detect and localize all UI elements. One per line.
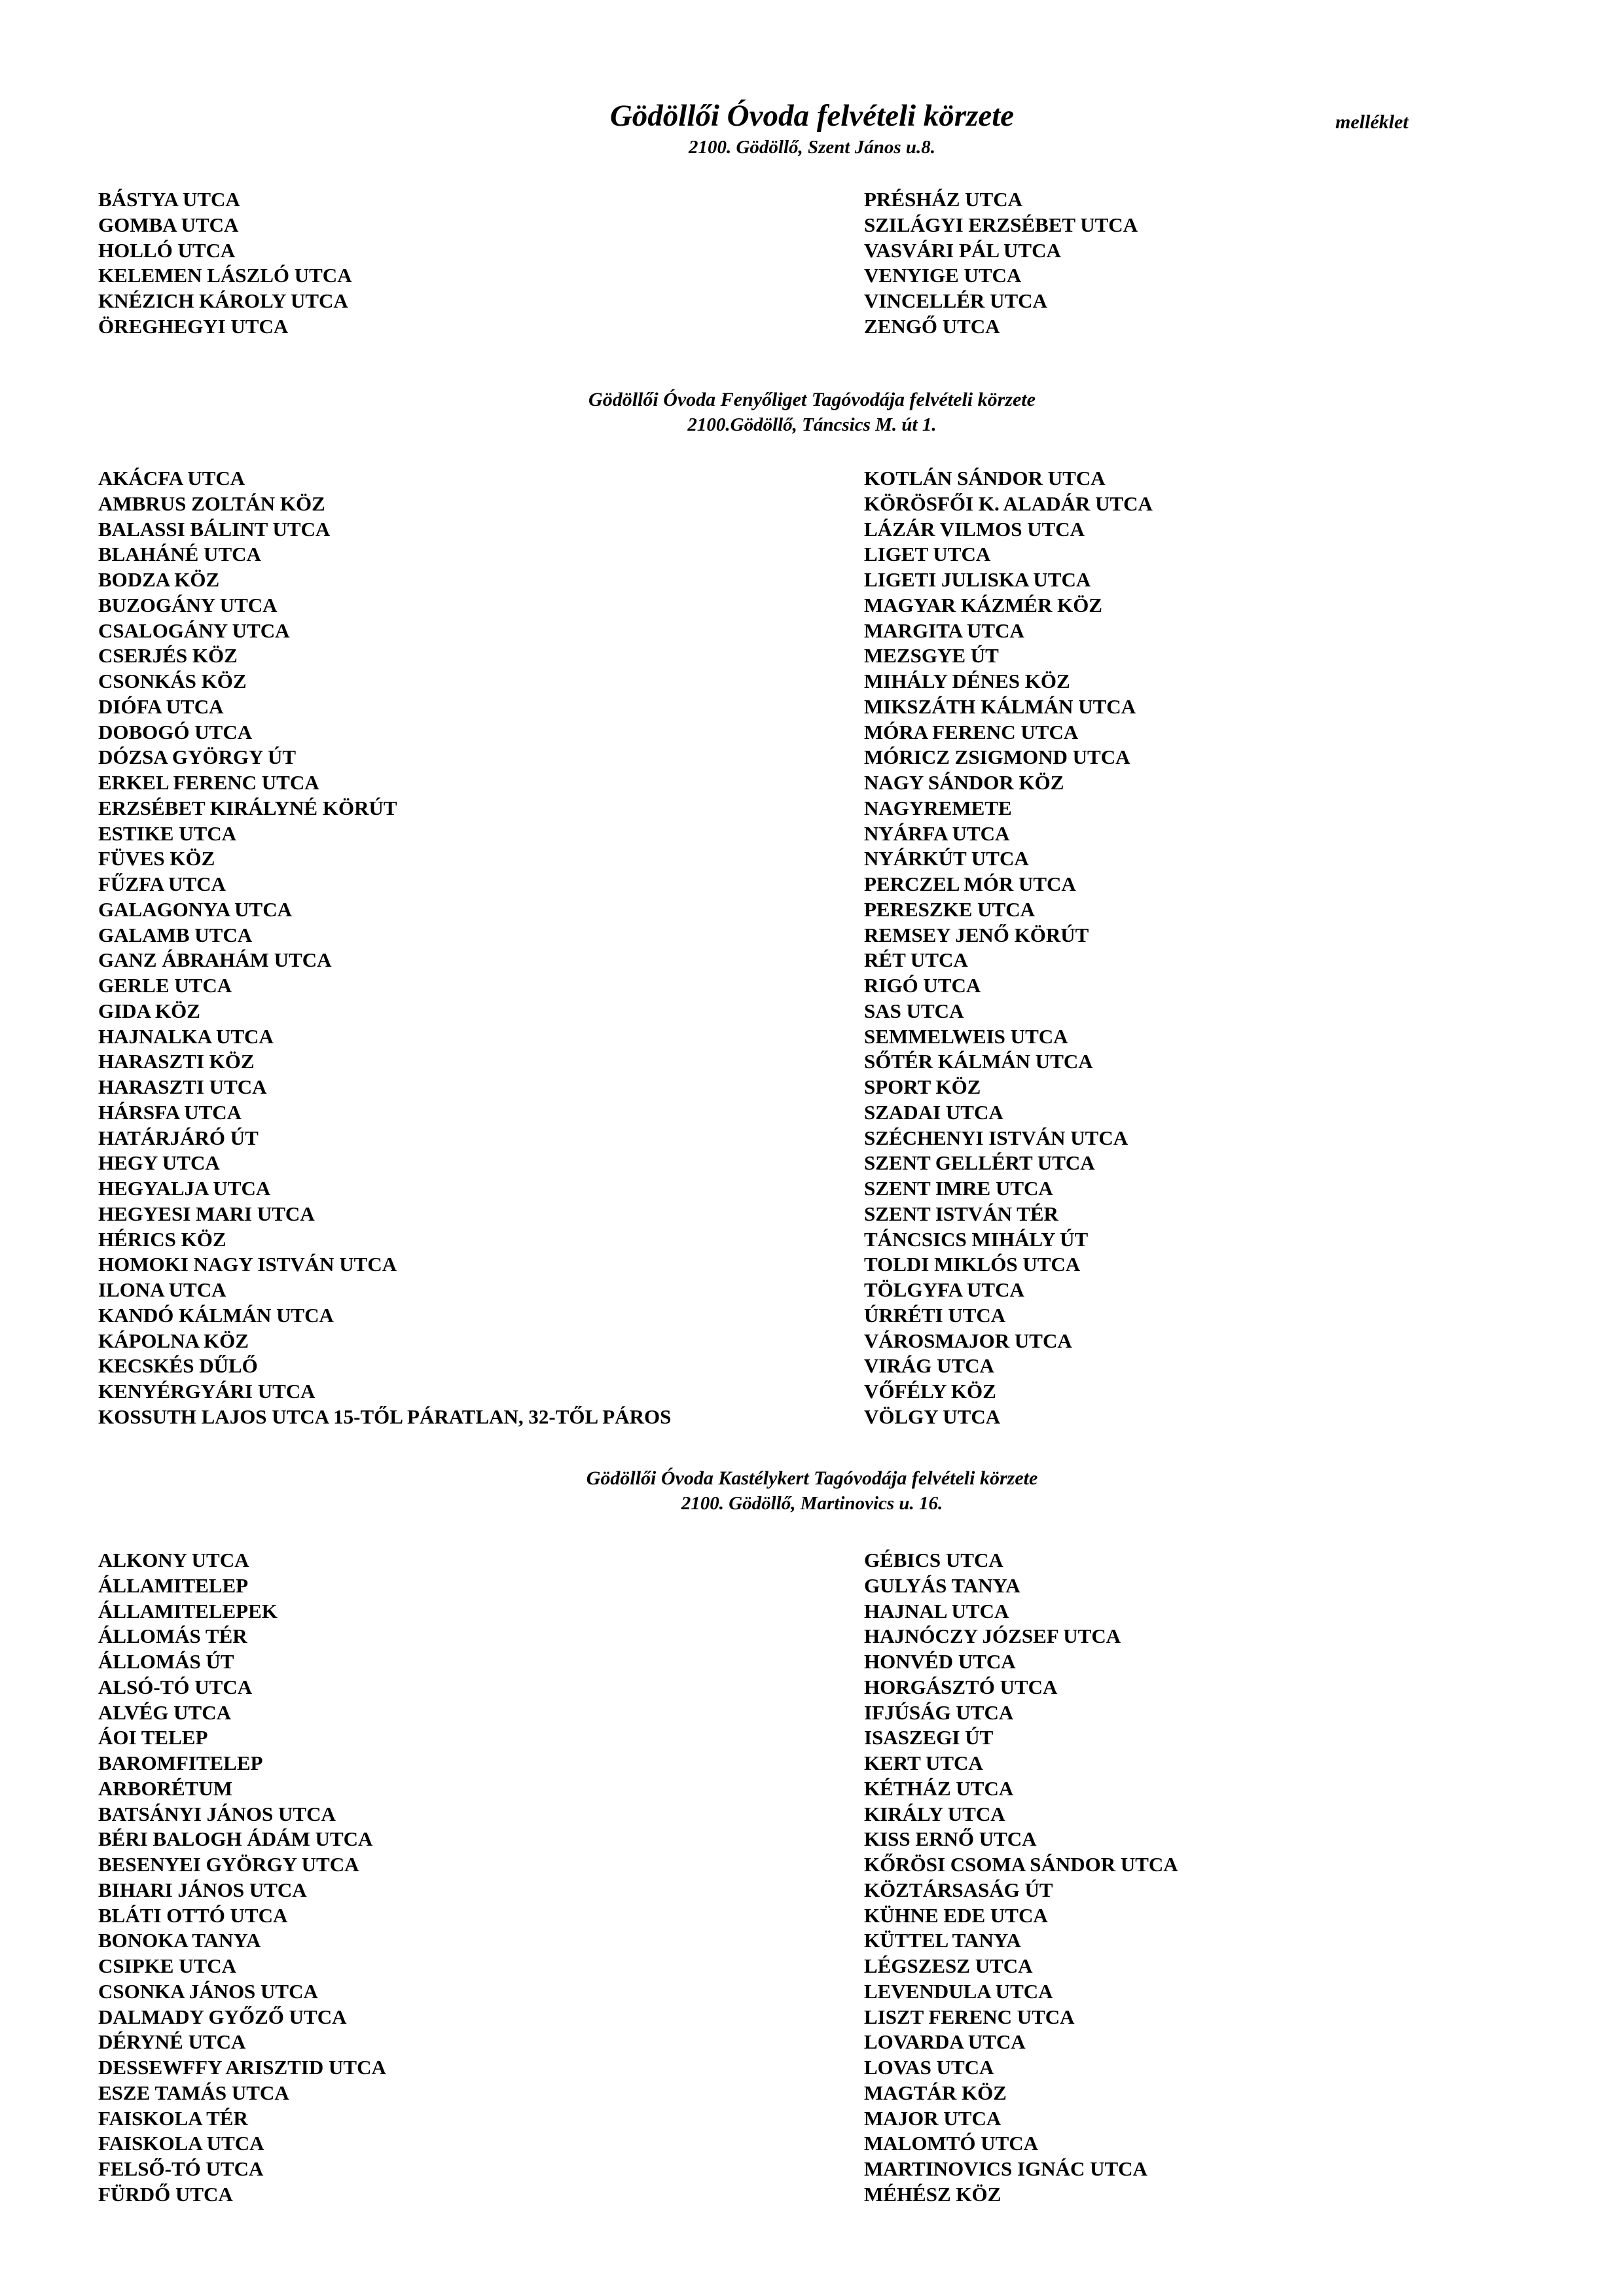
street-name: ISASZEGI ÚT bbox=[864, 1726, 994, 1749]
street-name: BIHARI JÁNOS UTCA bbox=[98, 1878, 307, 1901]
street-name: SZADAI UTCA bbox=[864, 1100, 1003, 1124]
street-name: TOLDI MIKLÓS UTCA bbox=[864, 1253, 1081, 1276]
street-name: FAISKOLA UTCA bbox=[98, 2132, 264, 2155]
street-name: HOLLÓ UTCA bbox=[98, 238, 236, 262]
street-name: SZILÁGYI ERZSÉBET UTCA bbox=[864, 213, 1138, 236]
street-name: MAGTÁR KÖZ bbox=[864, 2081, 1007, 2104]
street-name: GERLE UTCA bbox=[98, 974, 232, 997]
street-name: KNÉZICH KÁROLY UTCA bbox=[98, 289, 348, 312]
street-name: BÁSTYA UTCA bbox=[98, 188, 240, 211]
street-name: RÉT UTCA bbox=[864, 948, 968, 972]
street-name: KELEMEN LÁSZLÓ UTCA bbox=[98, 264, 352, 287]
street-name: KIRÁLY UTCA bbox=[864, 1802, 1005, 1825]
street-name: HEGYESI MARI UTCA bbox=[98, 1202, 315, 1225]
street-name: KOTLÁN SÁNDOR UTCA bbox=[864, 467, 1106, 490]
street-name: MALOMTÓ UTCA bbox=[864, 2132, 1039, 2155]
street-name: KÜTTEL TANYA bbox=[864, 1929, 1021, 1952]
street-name: GANZ ÁBRAHÁM UTCA bbox=[98, 948, 332, 972]
street-name: HAJNALKA UTCA bbox=[98, 1024, 274, 1048]
street-name: GULYÁS TANYA bbox=[864, 1573, 1020, 1597]
street-name: ESTIKE UTCA bbox=[98, 821, 237, 845]
street-name: HOMOKI NAGY ISTVÁN UTCA bbox=[98, 1253, 397, 1276]
street-name: BALASSI BÁLINT UTCA bbox=[98, 517, 331, 541]
street-name: NYÁRKÚT UTCA bbox=[864, 847, 1029, 870]
street-name: BONOKA TANYA bbox=[98, 1929, 261, 1952]
section-heading-fenyoliget bbox=[0, 387, 1624, 437]
street-name: VASVÁRI PÁL UTCA bbox=[864, 238, 1061, 262]
street-name: HÉRICS KÖZ bbox=[98, 1227, 226, 1251]
street-name: VINCELLÉR UTCA bbox=[864, 289, 1047, 312]
street-name: MAGYAR KÁZMÉR KÖZ bbox=[864, 593, 1102, 617]
street-name: ALSÓ-TÓ UTCA bbox=[98, 1675, 253, 1698]
street-name: SZENT ISTVÁN TÉR bbox=[864, 1202, 1058, 1225]
street-name: ÁOI TELEP bbox=[98, 1726, 208, 1749]
street-name: LÁZÁR VILMOS UTCA bbox=[864, 517, 1085, 541]
street-name: HAJNÓCZY JÓZSEF UTCA bbox=[864, 1624, 1121, 1648]
street-name: PRÉSHÁZ UTCA bbox=[864, 188, 1023, 211]
street-name: SZENT GELLÉRT UTCA bbox=[864, 1151, 1095, 1175]
street-name: VŐFÉLY KÖZ bbox=[864, 1380, 996, 1403]
street-name: SŐTÉR KÁLMÁN UTCA bbox=[864, 1050, 1093, 1073]
street-name: FELSŐ-TÓ UTCA bbox=[98, 2157, 264, 2180]
street-name: KERT UTCA bbox=[864, 1751, 983, 1774]
street-list-right bbox=[864, 466, 1153, 1430]
street-name: GOMBA UTCA bbox=[98, 213, 239, 236]
street-name: RIGÓ UTCA bbox=[864, 974, 981, 997]
street-name: SZÉCHENYI ISTVÁN UTCA bbox=[864, 1126, 1128, 1149]
street-name: GIDA KÖZ bbox=[98, 999, 200, 1022]
street-name: FAISKOLA TÉR bbox=[98, 2106, 248, 2130]
street-name: KENYÉRGYÁRI UTCA bbox=[98, 1380, 316, 1403]
street-name: PERESZKE UTCA bbox=[864, 897, 1035, 921]
section-heading-kastelykert bbox=[0, 1466, 1624, 1516]
street-name: FŰZFA UTCA bbox=[98, 872, 226, 895]
street-name: DESSEWFFY ARISZTID UTCA bbox=[98, 2056, 386, 2079]
street-name: CSONKA JÁNOS UTCA bbox=[98, 1979, 318, 2003]
street-name: ÁLLOMÁS TÉR bbox=[98, 1624, 247, 1648]
section-address: 2100.Gödöllő, Táncsics M. út 1. bbox=[687, 414, 937, 435]
street-name: KECSKÉS DŰLŐ bbox=[98, 1354, 258, 1378]
street-name: BESENYEI GYÖRGY UTCA bbox=[98, 1853, 359, 1876]
street-name: BLÁTI OTTÓ UTCA bbox=[98, 1903, 288, 1927]
street-name: REMSEY JENŐ KÖRÚT bbox=[864, 923, 1089, 946]
street-name: VÁROSMAJOR UTCA bbox=[864, 1329, 1072, 1352]
street-list-left bbox=[98, 1548, 386, 2208]
attachment-label: melléklet bbox=[1335, 111, 1409, 133]
street-name: PERCZEL MÓR UTCA bbox=[864, 872, 1076, 895]
street-name: FÜVES KÖZ bbox=[98, 847, 215, 870]
street-name: MARTINOVICS IGNÁC UTCA bbox=[864, 2157, 1147, 2180]
street-name: ZENGŐ UTCA bbox=[864, 314, 1000, 338]
street-name: MAJOR UTCA bbox=[864, 2106, 1001, 2130]
section-heading-main bbox=[0, 97, 1624, 160]
street-name: DALMADY GYŐZŐ UTCA bbox=[98, 2005, 347, 2028]
section-title: Gödöllői Óvoda Fenyőliget Tagóvodája felvételi körzete bbox=[588, 389, 1036, 410]
street-name: GÉBICS UTCA bbox=[864, 1549, 1003, 1571]
street-name: KÁPOLNA KÖZ bbox=[98, 1329, 249, 1352]
street-name: KÖZTÁRSASÁG ÚT bbox=[864, 1878, 1053, 1901]
street-name: DIÓFA UTCA bbox=[98, 694, 224, 718]
street-name: TÖLGYFA UTCA bbox=[864, 1278, 1024, 1301]
street-name: ÚRRÉTI UTCA bbox=[864, 1303, 1006, 1327]
street-name: VENYIGE UTCA bbox=[864, 264, 1022, 287]
street-list-left bbox=[98, 466, 671, 1430]
street-name: TÁNCSICS MIHÁLY ÚT bbox=[864, 1227, 1089, 1251]
street-name: AKÁCFA UTCA bbox=[98, 467, 245, 490]
street-name: LOVARDA UTCA bbox=[864, 2030, 1026, 2054]
section-title: Gödöllői Óvoda Kastélykert Tagóvodája felvételi körzete bbox=[586, 1467, 1038, 1489]
street-name: DÉRYNÉ UTCA bbox=[98, 2030, 246, 2054]
street-name: VIRÁG UTCA bbox=[864, 1354, 994, 1378]
street-name: NAGYREMETE bbox=[864, 796, 1012, 819]
street-name: LOVAS UTCA bbox=[864, 2056, 994, 2079]
street-name: SPORT KÖZ bbox=[864, 1075, 981, 1098]
street-name: ALKONY UTCA bbox=[98, 1549, 249, 1571]
street-name: HÁRSFA UTCA bbox=[98, 1100, 242, 1124]
street-name: ALVÉG UTCA bbox=[98, 1700, 231, 1724]
street-name: HEGY UTCA bbox=[98, 1151, 220, 1175]
street-name: LEVENDULA UTCA bbox=[864, 1979, 1053, 2003]
street-name: MEZSGYE ÚT bbox=[864, 644, 999, 668]
street-name: LIGET UTCA bbox=[864, 543, 991, 566]
street-name: KÉTHÁZ UTCA bbox=[864, 1776, 1014, 1800]
street-name: SEMMELWEIS UTCA bbox=[864, 1024, 1068, 1048]
street-name: BODZA KÖZ bbox=[98, 568, 220, 591]
street-name: DOBOGÓ UTCA bbox=[98, 720, 253, 744]
street-name: ESZE TAMÁS UTCA bbox=[98, 2081, 289, 2104]
street-name: NYÁRFA UTCA bbox=[864, 821, 1010, 845]
street-name: HAJNAL UTCA bbox=[864, 1599, 1009, 1623]
street-name: FÜRDŐ UTCA bbox=[98, 2182, 233, 2206]
section-title: Gödöllői Óvoda felvételi körzete bbox=[609, 99, 1015, 133]
street-name: NAGY SÁNDOR KÖZ bbox=[864, 771, 1064, 794]
street-list-left bbox=[98, 187, 352, 340]
street-name: AMBRUS ZOLTÁN KÖZ bbox=[98, 492, 325, 515]
street-name: CSALOGÁNY UTCA bbox=[98, 619, 290, 642]
street-name: KANDÓ KÁLMÁN UTCA bbox=[98, 1303, 334, 1327]
street-name: SZENT IMRE UTCA bbox=[864, 1177, 1053, 1200]
street-name: CSERJÉS KÖZ bbox=[98, 644, 238, 668]
street-name: HONVÉD UTCA bbox=[864, 1650, 1016, 1673]
street-name: MÓRICZ ZSIGMOND UTCA bbox=[864, 745, 1130, 769]
street-name: HORGÁSZTÓ UTCA bbox=[864, 1675, 1058, 1698]
street-name: ILONA UTCA bbox=[98, 1278, 226, 1301]
street-list-right bbox=[864, 1548, 1178, 2208]
street-name: HARASZTI KÖZ bbox=[98, 1050, 255, 1073]
street-name: MARGITA UTCA bbox=[864, 619, 1024, 642]
street-name: GALAGONYA UTCA bbox=[98, 897, 292, 921]
street-name: ÁLLOMÁS ÚT bbox=[98, 1650, 234, 1673]
street-name: GALAMB UTCA bbox=[98, 923, 253, 946]
street-name: KÜHNE EDE UTCA bbox=[864, 1903, 1048, 1927]
street-name: ÖREGHEGYI UTCA bbox=[98, 314, 289, 338]
street-name: KÖRÖSFŐI K. ALADÁR UTCA bbox=[864, 492, 1153, 515]
street-name: KISS ERNŐ UTCA bbox=[864, 1827, 1037, 1851]
street-name: LIGETI JULISKA UTCA bbox=[864, 568, 1091, 591]
street-name: KOSSUTH LAJOS UTCA 15-TŐL PÁRATLAN, 32-TŐL PÁROS bbox=[98, 1405, 672, 1428]
street-name: BATSÁNYI JÁNOS UTCA bbox=[98, 1802, 336, 1825]
street-name: HARASZTI UTCA bbox=[98, 1075, 267, 1098]
street-name: LISZT FERENC UTCA bbox=[864, 2005, 1075, 2028]
section-address: 2100. Gödöllő, Szent János u.8. bbox=[688, 137, 936, 158]
street-name: BAROMFITELEP bbox=[98, 1751, 263, 1774]
street-name: VÖLGY UTCA bbox=[864, 1405, 1001, 1428]
street-name: CSONKÁS KÖZ bbox=[98, 670, 247, 692]
street-name: IFJÚSÁG UTCA bbox=[864, 1700, 1014, 1724]
section-address: 2100. Gödöllő, Martinovics u. 16. bbox=[681, 1493, 943, 1514]
street-name: HATÁRJÁRÓ ÚT bbox=[98, 1126, 259, 1149]
street-name: ÁLLAMITELEPEK bbox=[98, 1599, 278, 1623]
street-name: SAS UTCA bbox=[864, 999, 964, 1022]
street-name: HEGYALJA UTCA bbox=[98, 1177, 271, 1200]
street-name: LÉGSZESZ UTCA bbox=[864, 1954, 1033, 1977]
street-name: BUZOGÁNY UTCA bbox=[98, 593, 278, 617]
street-name: DÓZSA GYÖRGY ÚT bbox=[98, 745, 297, 769]
street-name: MÉHÉSZ KÖZ bbox=[864, 2182, 1001, 2206]
street-name: KŐRÖSI CSOMA SÁNDOR UTCA bbox=[864, 1853, 1178, 1876]
street-name: BÉRI BALOGH ÁDÁM UTCA bbox=[98, 1827, 373, 1851]
street-name: ERKEL FERENC UTCA bbox=[98, 771, 319, 794]
street-name: ARBORÉTUM bbox=[98, 1776, 232, 1800]
street-name: MIKSZÁTH KÁLMÁN UTCA bbox=[864, 694, 1136, 718]
street-name: ÁLLAMITELEP bbox=[98, 1573, 249, 1597]
street-name: MIHÁLY DÉNES KÖZ bbox=[864, 670, 1070, 692]
street-name: ERZSÉBET KIRÁLYNÉ KÖRÚT bbox=[98, 796, 397, 819]
street-name: BLAHÁNÉ UTCA bbox=[98, 543, 261, 566]
street-list-right bbox=[864, 187, 1138, 340]
street-name: MÓRA FERENC UTCA bbox=[864, 720, 1079, 744]
street-name: CSIPKE UTCA bbox=[98, 1954, 237, 1977]
